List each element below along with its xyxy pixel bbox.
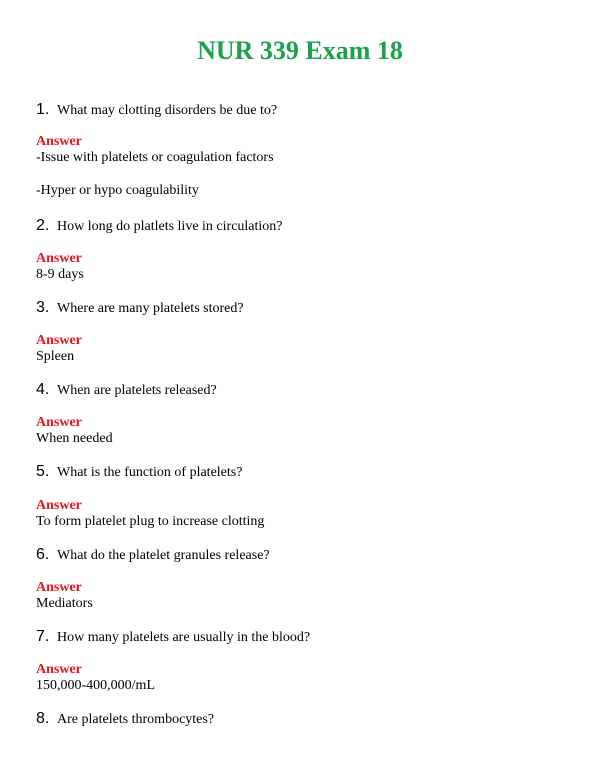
question-number: 2. [36, 217, 50, 234]
question-3 [36, 299, 244, 318]
question-1 [36, 101, 277, 120]
question-number: 7. [36, 628, 50, 645]
question-text: What do the platelet granules release? [57, 548, 270, 563]
question-number: 1. [36, 101, 50, 118]
question-text: What is the function of platelets? [57, 465, 243, 480]
question-7 [36, 628, 310, 647]
question-number: 8. [36, 710, 50, 727]
question-5 [36, 463, 242, 482]
question-text: How many platelets are usually in the blood? [57, 630, 311, 645]
answer-text: When needed [36, 431, 113, 446]
answer-text: 150,000-400,000/mL [36, 678, 155, 693]
question-number: 3. [36, 299, 50, 316]
answer-label: Answer [36, 662, 82, 677]
answer-text: Mediators [36, 596, 93, 611]
question-number: 5. [36, 463, 50, 480]
question-8 [36, 710, 214, 729]
answer-text: -Issue with platelets or coagulation factors [36, 150, 274, 165]
document-title: NUR 339 Exam 18 [197, 36, 403, 65]
question-text: What may clotting disorders be due to? [57, 103, 278, 118]
answer-label: Answer [36, 251, 82, 266]
question-number: 4. [36, 381, 50, 398]
answer-text: 8-9 days [36, 267, 84, 282]
answer-label: Answer [36, 333, 82, 348]
question-4 [36, 381, 217, 400]
question-2 [36, 217, 283, 236]
answer-text: Spleen [36, 349, 75, 364]
question-6 [36, 546, 270, 565]
answer-label: Answer [36, 498, 82, 513]
question-text: Are platelets thrombocytes? [57, 712, 215, 727]
question-text: Where are many platelets stored? [57, 301, 244, 316]
question-number: 6. [36, 546, 50, 563]
answer-label: Answer [36, 415, 82, 430]
answer-label: Answer [36, 134, 82, 149]
answer-label: Answer [36, 580, 82, 595]
answer-text: To form platelet plug to increase clotting [36, 514, 265, 529]
question-text: How long do platlets live in circulation? [57, 219, 283, 234]
question-text: When are platelets released? [57, 383, 217, 398]
answer-text: -Hyper or hypo coagulability [36, 183, 199, 198]
